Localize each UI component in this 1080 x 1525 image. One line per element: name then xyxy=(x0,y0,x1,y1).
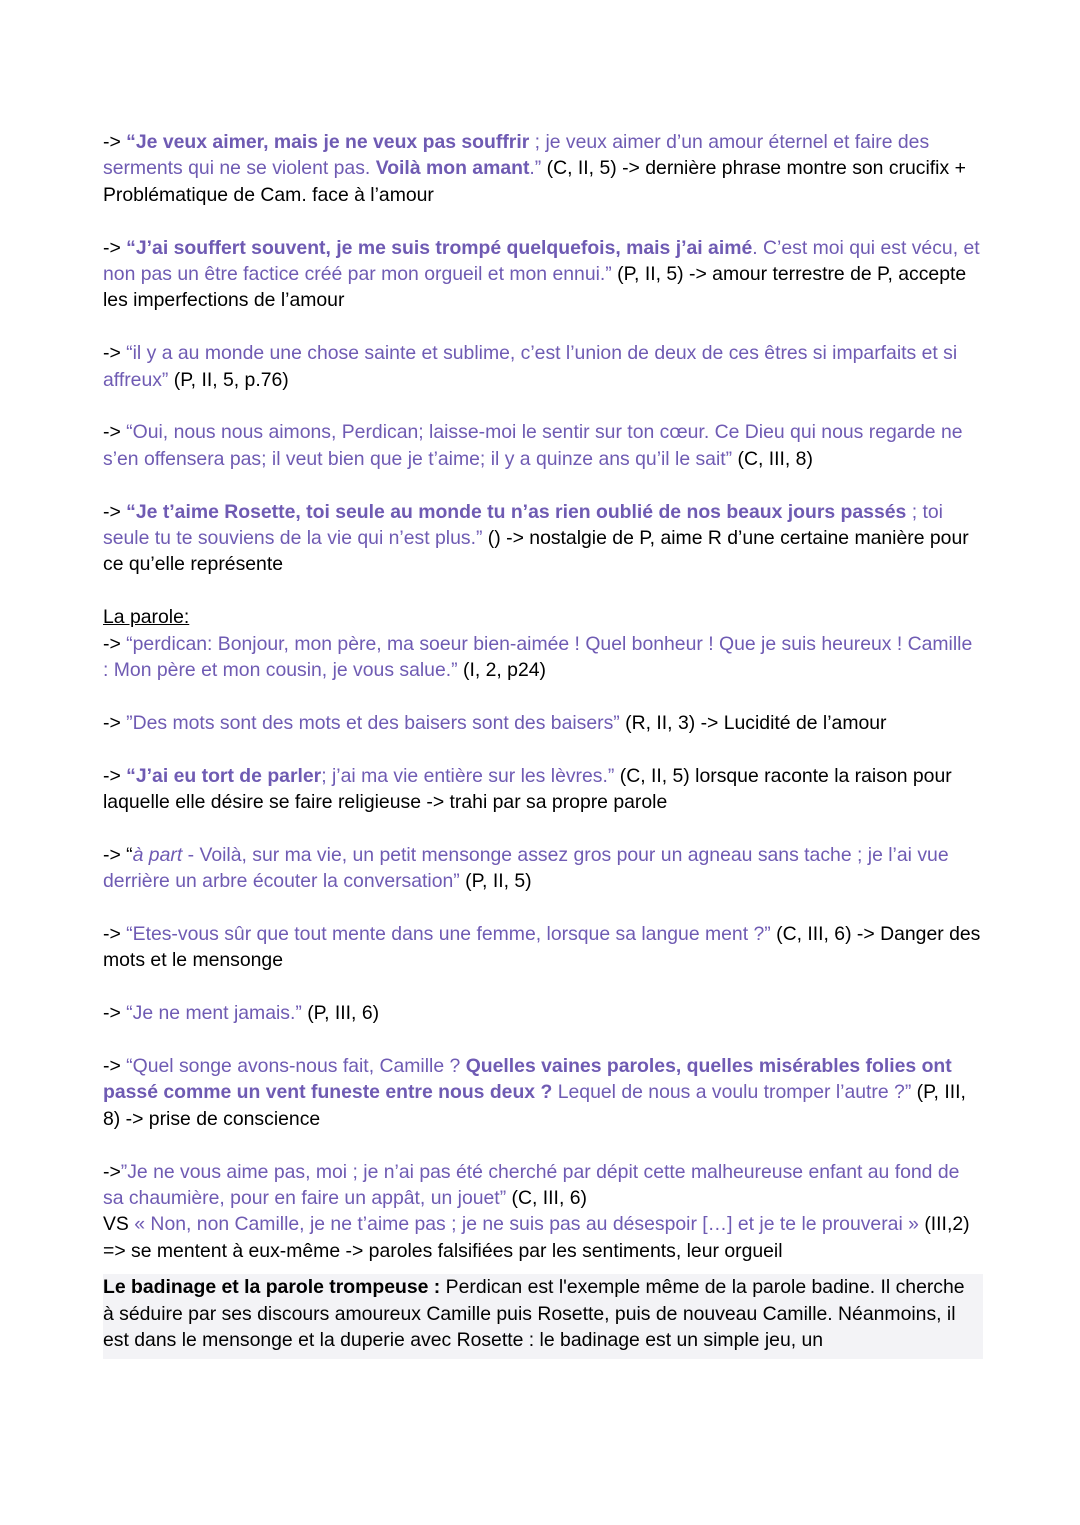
arrow: -> xyxy=(103,131,127,153)
arrow: -> xyxy=(103,500,127,523)
versus-label: VS xyxy=(103,1213,135,1236)
quote-paragraph-3 xyxy=(103,340,983,393)
arrow: -> xyxy=(103,764,127,787)
arrow: -> xyxy=(103,843,127,866)
quote-text: ; toi seule tu te souviens de la vie qui n’est plus.” xyxy=(103,500,943,550)
quote-reference: (R, II, 3) -> Lucidité de l’amour xyxy=(619,711,887,734)
badinage-text: Perdican est l'exemple même de la parole badine. Il cherche à séduire par ses discours amoureux Camille puis Rosette, puis de nouveau Camille. Néanmoins, il est dans le mensonge et la duperie avec Rosette : le badinage est un simple jeu, un xyxy=(103,1276,965,1352)
quote-reference: (I, 2, p24) xyxy=(457,659,546,682)
arrow: -> xyxy=(103,1160,121,1183)
arrow: -> xyxy=(103,1055,127,1078)
quote-paragraph-8 xyxy=(103,763,983,816)
section-title xyxy=(103,604,983,630)
quote-text: “perdican: Bonjour, mon père, ma soeur bien-aimée ! Quel bonheur ! Que je suis heureux ! Camille : Mon père et mon cousin, je vous salue.” xyxy=(103,632,973,682)
arrow: -> xyxy=(103,632,127,655)
quote-paragraph-5 xyxy=(103,499,983,578)
arrow: -> xyxy=(103,236,127,259)
arrow: -> xyxy=(103,923,127,946)
quote-paragraph-1 xyxy=(103,129,983,208)
quote-paragraph-7 xyxy=(103,710,983,736)
quote-reference: (III,2) => se mentent à eux-même -> paroles falsifiées par les sentiments, leur orgueil xyxy=(103,1213,970,1262)
quote-reference: (C, III, 8) xyxy=(732,447,813,470)
quote-text: “Quel songe avons-nous fait, Camille ? xyxy=(126,1055,466,1078)
quote-paragraph-13 xyxy=(103,1159,983,1265)
quote-reference: () -> nostalgie de P, aime R d’une certaine manière pour ce qu’elle représente xyxy=(103,527,969,576)
quote-text: “Oui, nous nous aimons, Perdican; laisse-moi le sentir sur ton cœur. Ce Dieu qui nous regarde ne s’en offensera pas; il veut bien que je t’aime; il y a quinze ans qu’il le sait” xyxy=(103,421,963,470)
quote-reference: (C, III, 6) -> Danger des mots et le mensonge xyxy=(103,923,981,972)
quote-text: « Non, non Camille, je ne t’aime pas ; je ne suis pas au désespoir […] et je te le prouverai » xyxy=(134,1213,919,1236)
section-title-text: La parole: xyxy=(103,606,190,629)
quote-paragraph-12 xyxy=(103,1053,983,1132)
quote-text: - Voilà, sur ma vie, un petit mensonge assez gros pour un agneau sans tache ; je l’ai vue derrière un arbre écouter la conversation” xyxy=(103,843,949,893)
quote-text: ; je veux aimer d’un amour éternel et faire des serments qui ne se violent pas. xyxy=(103,131,930,180)
quote-text: .” xyxy=(529,157,542,180)
quote-reference: (C, III, 6) xyxy=(506,1187,587,1210)
badinage-highlight-block xyxy=(103,1274,983,1359)
quote-reference: (P, III, 6) xyxy=(301,1002,380,1025)
quote-reference: (P, III, 8) -> prise de conscience xyxy=(103,1081,966,1130)
quote-paragraph-4 xyxy=(103,419,983,472)
quote-reference: (P, II, 5) xyxy=(459,870,532,893)
quote-paragraph-11 xyxy=(103,1000,983,1026)
quote-italic: à part xyxy=(132,843,183,866)
arrow: -> xyxy=(103,711,127,734)
quote-bold: “Je t’aime Rosette, toi seule au monde tu n’as rien oublié de nos beaux jours passés xyxy=(126,500,907,523)
quote-reference: (P, II, 5) -> amour terrestre de P, accepte les imperfections de l’amour xyxy=(103,263,967,312)
quote-text: “Je ne ment jamais.” xyxy=(126,1002,302,1025)
quote-text: “Etes-vous sûr que tout mente dans une femme, lorsque sa langue ment ?” xyxy=(126,923,771,946)
quote-reference: (P, II, 5, p.76) xyxy=(168,368,289,391)
quote-text: . C’est moi qui est vécu, et non pas un être factice créé par mon orgueil et mon ennui.” xyxy=(103,236,980,286)
quote-bold: Quelles vaines paroles, quelles misérables folies ont passé comme un vent funeste entre nous deux ? xyxy=(103,1055,952,1104)
quote-paragraph-10 xyxy=(103,921,983,974)
arrow: -> xyxy=(103,342,127,365)
badinage-heading: Le badinage et la parole trompeuse : xyxy=(103,1276,441,1299)
quote-bold: Voilà mon amant xyxy=(375,157,530,180)
document-content xyxy=(103,129,983,1359)
quote-mark: “ xyxy=(126,843,133,866)
quote-paragraph-9 xyxy=(103,842,983,895)
arrow: -> xyxy=(103,1002,127,1025)
quote-bold: “Je veux aimer, mais je ne veux pas souffrir xyxy=(126,131,530,153)
quote-reference: (C, II, 5) lorsque raconte la raison pour laquelle elle désire se faire religieuse -> trahi par sa propre parole xyxy=(103,764,952,814)
quote-text: ”Je ne vous aime pas, moi ; je n’ai pas été cherché par dépit cette malheureuse enfant au fond de sa chaumière, pour en faire un appât, un jouet” xyxy=(103,1160,960,1210)
quote-text: Lequel de nous a voulu tromper l’autre ?” xyxy=(552,1081,912,1104)
quote-text: ; j’ai ma vie entière sur les lèvres.” xyxy=(321,764,615,787)
arrow: -> xyxy=(103,421,127,444)
quote-paragraph-2 xyxy=(103,235,983,314)
quote-bold: “J’ai souffert souvent, je me suis trompé quelquefois, mais j’ai aimé xyxy=(126,236,753,259)
quote-text: “il y a au monde une chose sainte et sublime, c’est l’union de deux de ces êtres si imparfaits et si affreux” xyxy=(103,342,958,391)
quote-paragraph-6 xyxy=(103,631,983,684)
quote-reference: (C, II, 5) -> dernière phrase montre son crucifix + Problématique de Cam. face à l’amour xyxy=(103,157,966,206)
quote-bold: “J’ai eu tort de parler xyxy=(126,764,322,787)
quote-text: ”Des mots sont des mots et des baisers sont des baisers” xyxy=(126,711,620,734)
